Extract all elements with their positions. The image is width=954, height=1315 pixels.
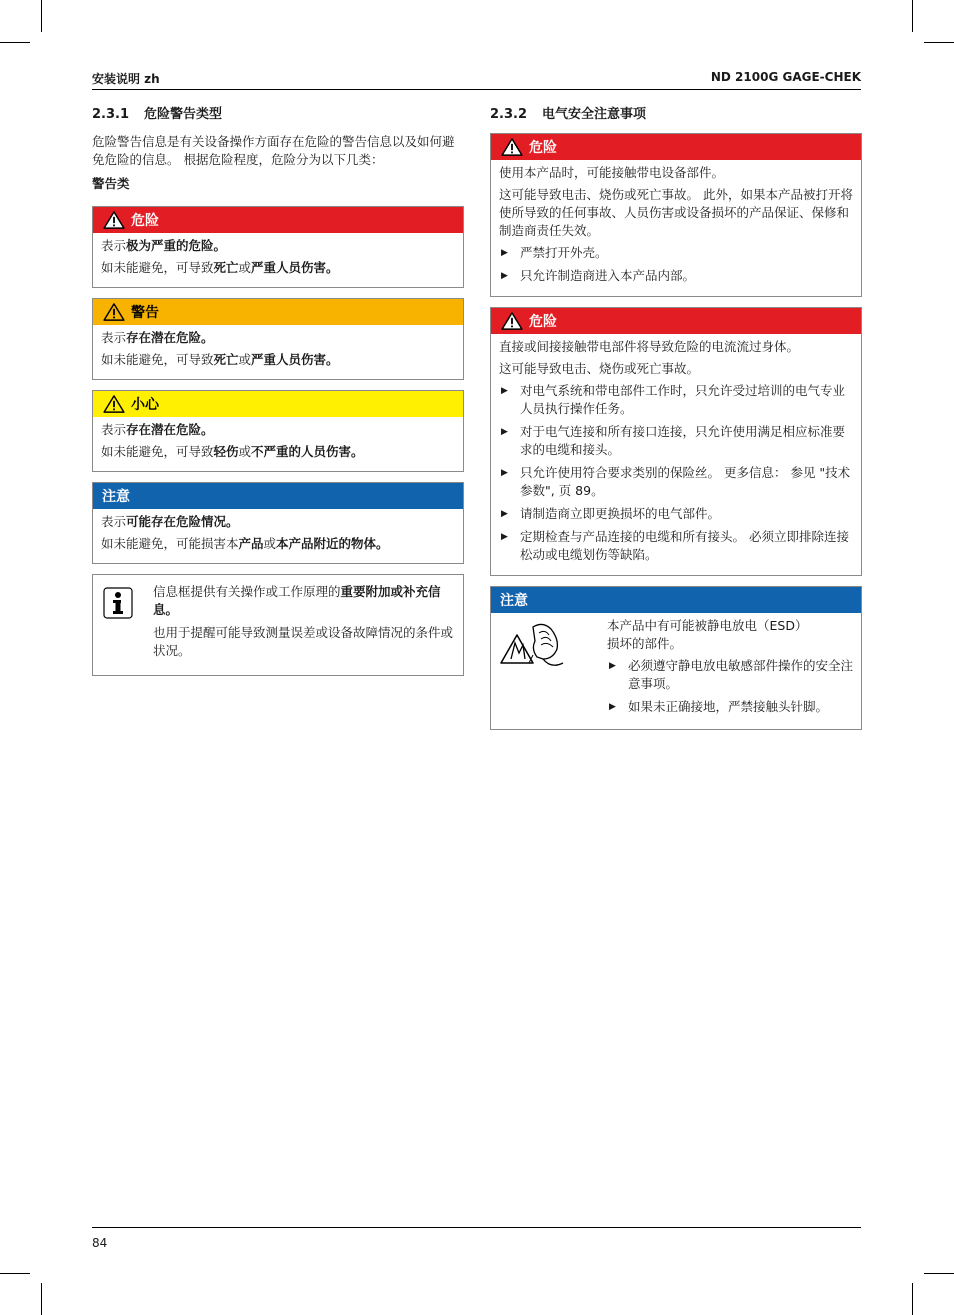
warning-label: 警告 xyxy=(131,305,159,321)
danger-box-live-parts xyxy=(490,133,862,297)
right-column xyxy=(490,106,862,740)
esd-paragraph-1: 本产品中有可能被静电放电（ESD） xyxy=(607,618,808,633)
caution-example-box xyxy=(92,390,464,472)
danger-label: 危险 xyxy=(131,213,159,229)
list-item: ▶ 必须遵守静电放电敏感部件操作的安全注意事项。 xyxy=(609,658,854,691)
list-item: ▶ 只允许使用符合要求类别的保险丝。 更多信息： 参见 "技术参数", 页 89。 xyxy=(501,465,851,498)
list-item: ▶ 对电气系统和带电部件工作时，只允许受过培训的电气专业人员执行操作任务。 xyxy=(501,383,846,416)
list-item: ▶ 定期检查与产品连接的电缆和所有接头。 必须立即排除连接松动或电缆划伤等缺陷。 xyxy=(501,529,849,562)
section-title: 危险警告类型 xyxy=(144,107,223,122)
notice-bar xyxy=(93,483,463,509)
header-rule xyxy=(92,89,861,90)
list-item: ▶ 请制造商立即更换损坏的电气部件。 xyxy=(501,506,721,521)
danger-label: 危险 xyxy=(529,314,557,330)
bullet-arrow-icon: ▶ xyxy=(609,702,616,712)
intro-paragraph: 危险警告信息是有关设备操作方面存在危险的警告信息以及如何避免危险的信息。 根据危险程度，危险分为以下几类： xyxy=(92,134,455,167)
crop-mark xyxy=(0,42,30,43)
info-paragraph-2: 也用于提醒可能导致测量误差或设备故障情况的条件或状况。 xyxy=(153,625,454,658)
esd-icon xyxy=(499,619,569,679)
caution-bar xyxy=(93,391,463,417)
section-number: 2.3.1 xyxy=(92,107,130,122)
bullet-arrow-icon: ▶ xyxy=(501,468,508,478)
notice-bar xyxy=(491,587,861,613)
bullet-arrow-icon: ▶ xyxy=(501,532,508,542)
box-line2: 如未能避免，可导致死亡或严重人员伤害。 xyxy=(101,260,339,275)
bullet-arrow-icon: ▶ xyxy=(501,271,508,281)
warning-bar xyxy=(93,299,463,325)
crop-mark xyxy=(41,0,42,32)
crop-mark xyxy=(41,1283,42,1315)
section-heading-2-3-2 xyxy=(490,106,862,124)
section-title: 电气安全注意事项 xyxy=(542,107,647,122)
list-item: ▶ 如果未正确接地，严禁接触头针脚。 xyxy=(609,699,829,714)
crop-mark xyxy=(924,1273,954,1274)
bullet-arrow-icon: ▶ xyxy=(501,386,508,396)
page-number: 84 xyxy=(92,1236,108,1250)
danger-paragraph-2: 这可能导致电击、烧伤或死亡事故。 此外，如果本产品被打开将使所导致的任何事故、人员伤害或设备损坏的产品保证、保修和制造商责任失效。 xyxy=(499,187,853,238)
danger-bar xyxy=(491,308,861,334)
notice-example-box xyxy=(92,482,464,564)
danger-box-current-flow xyxy=(490,307,862,576)
info-paragraph-1: 信息框提供有关操作或工作原理的重要附加或补充信息。 xyxy=(153,584,441,617)
bullet-arrow-icon: ▶ xyxy=(501,427,508,437)
warning-triangle-icon xyxy=(501,312,523,330)
list-item: ▶ 只允许制造商进入本产品内部。 xyxy=(501,268,696,283)
danger-paragraph-1: 使用本产品时，可能接触带电设备部件。 xyxy=(499,165,725,180)
crop-mark xyxy=(912,1283,913,1315)
danger-example-box xyxy=(92,206,464,288)
crop-mark xyxy=(912,0,913,32)
esd-paragraph-2: 损坏的部件。 xyxy=(607,636,683,651)
danger-paragraph-1: 直接或间接接触带电部件将导致危险的电流流过身体。 xyxy=(499,339,800,354)
caution-label: 小心 xyxy=(131,397,159,413)
notice-label: 注意 xyxy=(102,489,130,505)
section-heading-2-3-1 xyxy=(92,106,464,124)
section-number: 2.3.2 xyxy=(490,107,528,122)
danger-label: 危险 xyxy=(529,140,557,156)
instruction-list xyxy=(499,382,853,564)
danger-bar xyxy=(93,207,463,233)
left-column xyxy=(92,106,464,676)
danger-paragraph-2: 这可能导致电击、烧伤或死亡事故。 xyxy=(499,361,700,376)
box-line1: 表示存在潜在危险。 xyxy=(101,330,214,345)
box-line2: 如未能避免，可导致轻伤或不严重的人员伤害。 xyxy=(101,444,364,459)
warning-triangle-icon xyxy=(501,138,523,156)
warning-triangle-icon xyxy=(103,303,125,321)
instruction-list xyxy=(607,657,853,716)
info-icon xyxy=(103,587,133,619)
warning-triangle-icon xyxy=(103,211,125,229)
box-line1: 表示可能存在危险情况。 xyxy=(101,514,239,529)
crop-mark xyxy=(0,1273,30,1274)
header-product-name: ND 2100G GAGE-CHEK xyxy=(710,70,861,84)
box-line1: 表示极为严重的危险。 xyxy=(101,238,227,253)
bullet-arrow-icon: ▶ xyxy=(609,661,616,671)
instruction-list xyxy=(499,244,853,285)
header-doc-title: 安装说明 zh xyxy=(92,72,160,86)
bullet-arrow-icon: ▶ xyxy=(501,509,508,519)
box-line2: 如未能避免，可能损害本产品或本产品附近的物体。 xyxy=(101,536,389,551)
crop-mark xyxy=(924,42,954,43)
notice-label: 注意 xyxy=(500,593,528,609)
notice-box-esd xyxy=(490,586,862,730)
warning-example-box xyxy=(92,298,464,380)
footer-rule xyxy=(92,1227,861,1228)
danger-bar xyxy=(491,134,861,160)
subheading: 警告类 xyxy=(92,176,130,191)
bullet-arrow-icon: ▶ xyxy=(501,248,508,258)
info-box xyxy=(92,574,464,676)
box-line2: 如未能避免，可导致死亡或严重人员伤害。 xyxy=(101,352,339,367)
warning-triangle-icon xyxy=(103,395,125,413)
list-item: ▶ 对于电气连接和所有接口连接，只允许使用满足相应标准要求的电缆和接头。 xyxy=(501,424,846,457)
box-line1: 表示存在潜在危险。 xyxy=(101,422,214,437)
list-item: ▶ 严禁打开外壳。 xyxy=(501,245,608,260)
